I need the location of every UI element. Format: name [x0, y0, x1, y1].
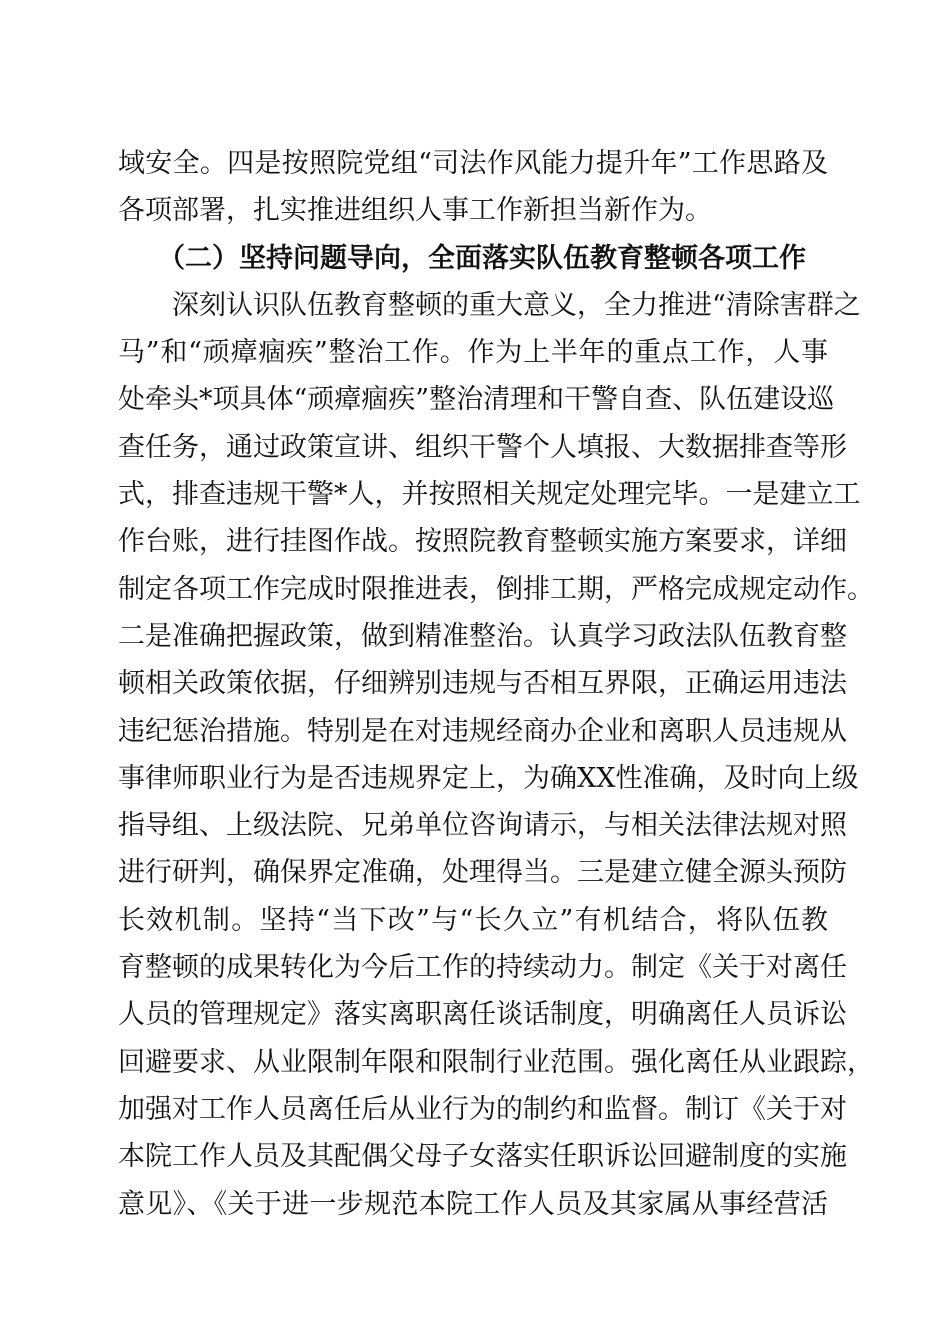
- text-line: 育整顿的成果转化为今后工作的持续动力。制定《关于对离任: [118, 952, 847, 984]
- body-text: [118, 140, 874, 1228]
- text-line: 马”和“顽瘴痼疾”整治工作。作为上半年的重点工作，人事: [118, 337, 828, 369]
- text-line: 顿相关政策依据，仔细辨别违规与否相互界限，正确运用违法: [118, 668, 847, 700]
- paragraph-first-line: 深刻认识队伍教育整顿的重大意义，全力推进“清除害群之: [172, 289, 861, 321]
- text-line: 加强对工作人员离任后从业行为的制约和监督。制订《关于对: [118, 1093, 847, 1125]
- text-line: 处牵头*项具体“顽瘴痼疾”整治清理和干警自查、队伍建设巡: [118, 384, 835, 416]
- text-line: 式，排查违规干警*人，并按照相关规定处理完毕。一是建立工: [118, 479, 861, 511]
- text-line: 制定各项工作完成时限推进表，倒排工期，严格完成规定动作。: [118, 573, 874, 605]
- text-line: 指导组、上级法院、兄弟单位咨询请示，与相关法律法规对照: [118, 810, 847, 842]
- text-line: 作台账，进行挂图作战。按照院教育整顿实施方案要求，详细: [118, 526, 847, 558]
- text-line: 人员的管理规定》落实离职离任谈话制度，明确离任人员诉讼: [118, 999, 847, 1031]
- text-line: 意见》、《关于进一步规范本院工作人员及其家属从事经营活: [118, 1188, 828, 1220]
- text-line: 域安全。四是按照院党组“司法作风能力提升年”工作思路及: [118, 148, 828, 179]
- text-line: 查任务，通过政策宣讲、组织干警个人填报、大数据排查等形: [118, 431, 847, 463]
- text-line: 长效机制。坚持“当下改”与“长久立”有机结合，将队伍教: [118, 904, 828, 936]
- section-heading: （二）坚持问题导向，全面落实队伍教育整顿各项工作: [158, 242, 806, 274]
- text-line: 进行研判，确保界定准确，处理得当。三是建立健全源头预防: [118, 857, 847, 889]
- text-line: 违纪惩治措施。特别是在对违规经商办企业和离职人员违规从: [118, 715, 847, 747]
- text-line: 回避要求、从业限制年限和限制行业范围。强化离任从业跟踪，: [118, 1046, 874, 1078]
- text-line: 二是准确把握政策，做到精准整治。认真学习政法队伍教育整: [118, 620, 847, 652]
- text-line: 各项部署，扎实推进组织人事工作新担当新作为。: [118, 195, 712, 227]
- text-line: 事律师职业行为是否违规界定上，为确XX性准确，及时向上级: [118, 762, 859, 794]
- text-line: 本院工作人员及其配偶父母子女落实任职诉讼回避制度的实施: [118, 1141, 847, 1173]
